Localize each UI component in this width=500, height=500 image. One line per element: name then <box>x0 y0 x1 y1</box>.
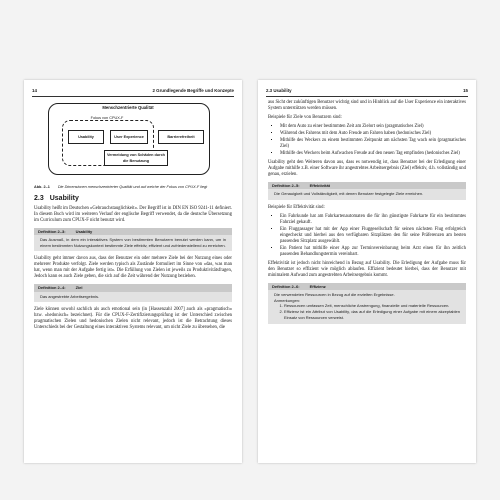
definition-box <box>34 228 232 251</box>
definition-box <box>34 284 232 302</box>
left-page <box>24 80 242 463</box>
page-header <box>266 88 468 97</box>
list-item: ▪ Ein Fahrkunde hat am Fahrkartenautomaten die für ihn günstigste Fahrkarte für ein bestimmtes Fahrziel gekauft. <box>280 214 466 226</box>
figure-caption <box>34 184 232 190</box>
examples-intro: Beispiele für Effektivität sind: <box>268 204 325 210</box>
definition-text: Die Genauigkeit und Vollständigkeit, mit denen Benutzer festgelegte Ziele erreichen. <box>274 191 424 197</box>
list-item: ▪ Während des Fahrens mit dem Auto Freude am Fahren haben (hedonisches Ziel) <box>280 131 466 137</box>
definition-number: Definition 2–3: <box>38 229 66 234</box>
definition-box <box>268 182 466 200</box>
definition-text: Das angestrebte Arbeitsergebnis. <box>40 293 100 299</box>
definition-number: Definition 2–5: <box>272 183 300 188</box>
paragraph: Usability geht den Weiteren davon aus, dass es notwendig ist, dass Benutzer bei der Erledigung einer Aufgabe mithilfe z.B. einer Software ihr angestrebtes Arbeitsergebnis (Ziel) effektiv, d.h. vollständig und genau, erzielen. <box>268 160 466 177</box>
right-page <box>258 80 476 463</box>
paragraph: Ziele können sowohl sachlich als auch emotional sein (in [Hassenzahl 2007] auch als »pragmatisch« bzw. »hedonisch« bezeichnet). Für die CPUX-F-Zertifizierungsprüfung ist der Unterschied zwischen pragmatischen Zielen und hedonischen Zielen nicht relevant, jedoch ist die Betrachtung dieses Unterschieds bei der Gestaltung eines interaktiven Systems relevant, um nicht Ziele zu übersehen, die <box>34 307 232 331</box>
definition-header <box>34 284 232 291</box>
figure-focus-label: Fokus von CPUX-F <box>90 116 124 120</box>
definition-body <box>268 290 466 324</box>
list-item: ▪ Ein Fluggassager hat mit der App einer Fluggesellschaft für seinen nächsten Flug erfolgreich eingecheckt und hierbei aus den verfügbaren Sitzplätzen den für seine Präferenzen am besten passenden Sitzplatz ausgewählt. <box>280 227 466 245</box>
definition-title: Usability <box>75 229 93 234</box>
definition-number: Definition 2–4: <box>38 285 66 291</box>
page-header <box>32 88 234 97</box>
page-number: 14 <box>32 88 37 93</box>
definition-title: Ziel <box>75 285 83 291</box>
list-item: ▪ Mit dem Auto zu einer bestimmten Zeit am Zielort sein (pragmatisches Ziel) <box>280 124 466 130</box>
note-item: 2. Effizienz ist ein Attribut von Usability, das auf die Erledigung einer Aufgabe mit einem akzeptablen Einsatz von Ressourcen verweist. <box>284 309 460 320</box>
section-title: Usability <box>49 195 79 202</box>
figure-box-usability: Usability <box>68 130 104 144</box>
definition-header <box>268 182 466 189</box>
paragraph: Usability heißt im Deutschen »Gebrauchstauglichkeit«. Der Begriff ist in DIN EN ISO 9241-11 definiert. In diesem Buch wird im weiteren Verlauf der englische Begriff verwendet, da die deutsche Übersetzung im Curriculum zum CPUX-F nicht benutzt wird. <box>34 206 232 223</box>
page-body <box>268 100 466 329</box>
section-number: 2.3 <box>34 195 44 202</box>
effectiveness-list <box>268 214 466 258</box>
caption-label: Abb. 2–1 <box>34 185 50 189</box>
figure-outer-title: Menschzentrierte Qualität <box>102 105 154 110</box>
section-reference: 2.3 Usability <box>266 88 292 93</box>
notes-label: Anmerkungen: <box>274 297 301 303</box>
list-item: ▪ Mithilfe des Weckers zu einem bestimmten Zeitpunkt am nächsten Tag wach sein (pragmatisches Ziel) <box>280 138 466 150</box>
page-number: 15 <box>463 88 468 93</box>
page-body <box>34 100 232 334</box>
list-item: ▪ Ein Patient hat mithilfe einer App zur Terminvereinbarung beim Arzt einen für ihn zeitlich passenden Behandlungstermin vereinbart. <box>280 246 466 258</box>
paragraph: Usability geht immer davon aus, dass der Benutzer ein oder mehrere Ziele bei der Nutzung eines oder mehrerer Produkte verfolgt. Ziele werden typisch als Zustände formuliert im Sinne von »das, was man hat, wenn man mit der Aufgabe fertig ist«. Die Erfüllung von Zielen ist jeweils zu Produktivitätsfragen, Jedoch kann es auch Ziele geben, die sich auf die Zeit während der Nutzung beziehen. <box>34 256 232 280</box>
paragraph: Effektivität ist jedoch nicht hinreichend in Bezug auf Usability. Die Erledigung der Aufgabe muss für den Benutzer so effizient wie möglich ablaufen. Effizient bedeutet hierbei, dass der Benutzer mit minimalem Aufwand zum angestrebten Arbeitsergebnis kommt. <box>268 260 466 278</box>
definition-title: Effektivität <box>309 183 331 188</box>
figure-box-accessibility: Barrierefreiheit <box>158 130 204 144</box>
section-heading <box>34 196 232 202</box>
definition-header <box>34 228 232 235</box>
quality-figure <box>34 100 232 180</box>
notes-list <box>274 303 460 320</box>
caption-text: Die Dimensionen menschzentrierter Qualität und auf weiche der Fokus von CPUX-F liegt <box>57 185 208 189</box>
examples-intro: Beispiele für Ziele von Benutzern sind: <box>268 115 342 120</box>
definition-title: Effizienz <box>309 283 326 289</box>
definition-number: Definition 2–6: <box>272 283 300 289</box>
definition-text: Die verwendeten Ressourcen in Bezug auf die erzielten Ergebnisse. <box>274 292 395 298</box>
definition-text: Das Ausmaß, in dem ein interaktives System von bestimmten Benutzern benutzt werden kann, um in einem bestimmten Nutzungskontext bestimmte Ziele effektiv, effizient und zufriedenstellend zu erreichen. <box>40 237 226 248</box>
goals-list <box>268 124 466 157</box>
definition-header <box>268 283 466 290</box>
figure-box-user-experience: User Experience <box>110 130 148 144</box>
running-header: 2 Grundlegende Begriffe und Konzepte <box>152 88 234 93</box>
note-item: 1. Ressourcen umfassen Zeit, menschliche Anstrengung, finanzielle und materielle Ressourcen. <box>284 303 460 308</box>
list-item: ▪ Mithilfe des Weckers beim Aufwachen Freude auf den neuen Tag empfinden (hedonisches Ziel) <box>280 151 466 157</box>
definition-box <box>268 283 466 324</box>
figure-box-harm-avoidance: Vermeidung von Schäden durch die Benutzung <box>104 150 168 166</box>
paragraph: aus Sicht der zukünftigen Benutzer wichtig sind und in Hinblick auf die User Experience ein interaktives System unterstützen werden müssen. <box>268 100 466 111</box>
